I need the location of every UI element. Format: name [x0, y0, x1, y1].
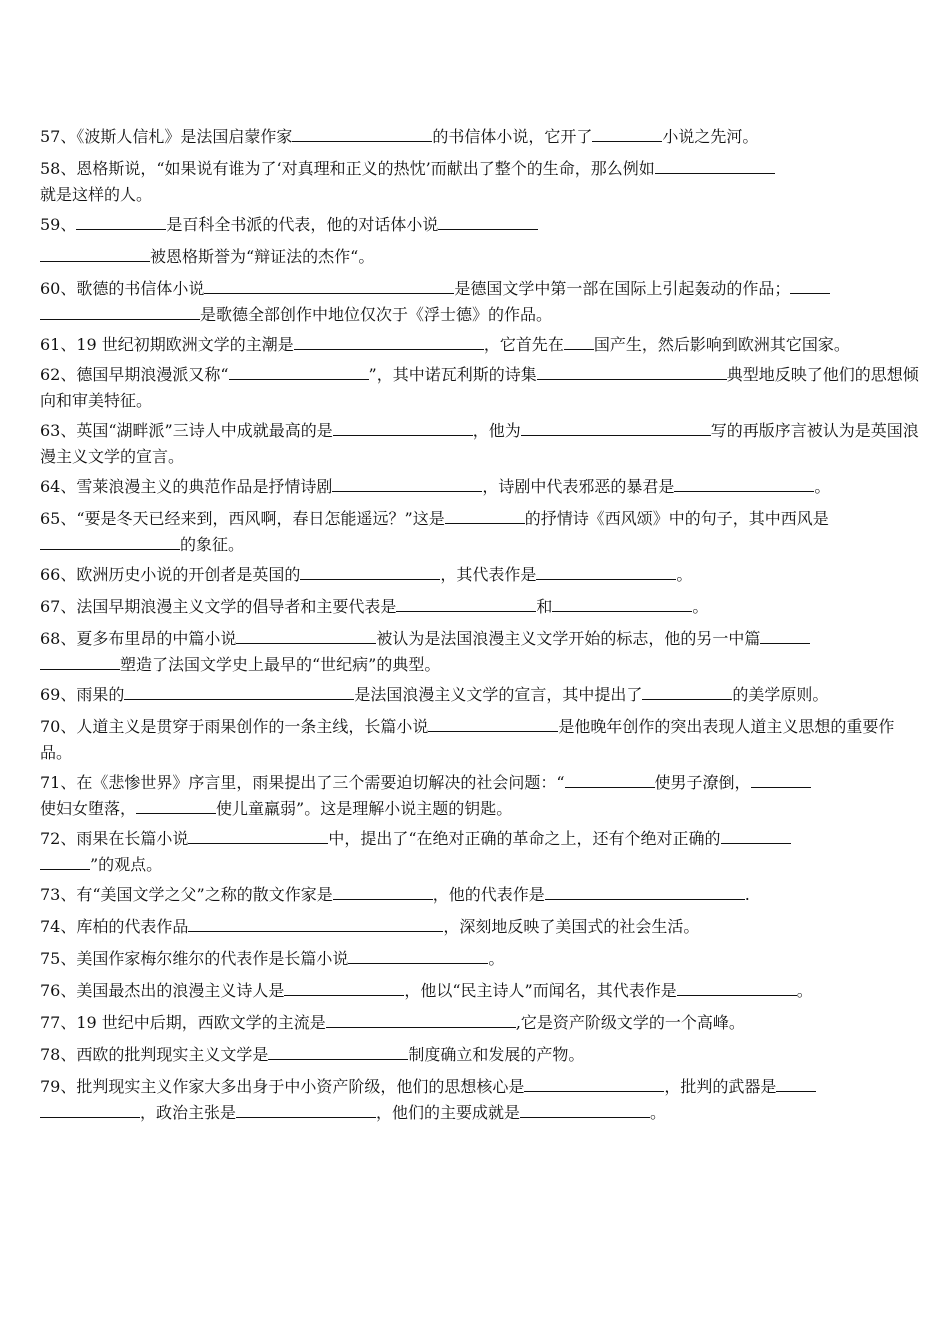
answer-blank[interactable]: [300, 562, 440, 580]
answer-blank[interactable]: [790, 276, 830, 294]
question-77: 77、19 世纪中后期，西欧文学的主流是 ,它是资产阶级文学的一个高峰。: [40, 1010, 920, 1036]
question-73: 73、有“美国文学之父”之称的散文作家是 ，他的代表作是 .: [40, 882, 920, 908]
answer-blank[interactable]: [721, 826, 791, 844]
question-59: 59、 是百科全书派的代表，他的对话体小说: [40, 212, 920, 238]
answer-blank[interactable]: [236, 626, 376, 644]
answer-blank[interactable]: [348, 946, 488, 964]
answer-blank[interactable]: [124, 682, 354, 700]
answer-blank[interactable]: [332, 474, 482, 492]
worksheet: [40, 124, 920, 1130]
answer-blank[interactable]: [565, 770, 655, 788]
answer-blank[interactable]: [521, 418, 711, 436]
answer-blank[interactable]: [229, 362, 369, 380]
question-65: 65、“要是冬天已经来到，西风啊，春日怎能遥远？”这是 的抒情诗《西风颂》中的句子，其中西风是的象征。: [40, 506, 920, 558]
question-60: 60、歌德的书信体小说 是德国文学中第一部在国际上引起轰动的作品； 是歌德全部创作中地位仅次于《浮士德》的作品。: [40, 276, 920, 328]
question-59-cont: 被恩格斯誉为“辩证法的杰作“。: [40, 244, 920, 270]
answer-blank[interactable]: [552, 594, 692, 612]
question-68: 68、夏多布里昂的中篇小说 被认为是法国浪漫主义文学开始的标志，他的另一中篇 塑造了法国文学史上最早的“世纪病”的典型。: [40, 626, 920, 678]
question-71: 71、在《悲惨世界》序言里，雨果提出了三个需要迫切解决的社会问题：“ 使男子潦倒， 使妇女堕落， 使儿童羸弱”。这是理解小说主题的钥匙。: [40, 770, 920, 822]
question-79: 79、批判现实主义作家大多出身于中小资产阶级，他们的思想核心是 ，批判的武器是 ，政治主张是 ，他们的主要成就是 。: [40, 1074, 920, 1126]
answer-blank[interactable]: [136, 796, 216, 814]
answer-blank[interactable]: [40, 532, 180, 550]
answer-blank[interactable]: [536, 562, 676, 580]
answer-blank[interactable]: [294, 332, 484, 350]
answer-blank[interactable]: [751, 770, 811, 788]
answer-blank[interactable]: [674, 474, 814, 492]
answer-blank[interactable]: [333, 418, 473, 436]
question-69: 69、雨果的 是法国浪漫主义文学的宣言，其中提出了 的美学原则。: [40, 682, 920, 708]
answer-blank[interactable]: [655, 156, 775, 174]
answer-blank[interactable]: [40, 244, 150, 262]
question-70: 70、人道主义是贯穿于雨果创作的一条主线，长篇小说 是他晚年创作的突出表现人道主义思想的重要作品。: [40, 714, 920, 766]
question-72: 72、雨果在长篇小说 中，提出了“在绝对正确的革命之上，还有个绝对正确的 ”的观点。: [40, 826, 920, 878]
question-57: 57、《波斯人信札》是法国启蒙作家 的书信体小说，它开了 小说之先河。: [40, 124, 920, 150]
answer-blank[interactable]: [592, 124, 662, 142]
question-67: 67、法国早期浪漫主义文学的倡导者和主要代表是 和 。: [40, 594, 920, 620]
question-74: 74、库柏的代表作品 ，深刻地反映了美国式的社会生活。: [40, 914, 920, 940]
answer-blank[interactable]: [284, 978, 404, 996]
question-63: 63、英国“湖畔派”三诗人中成就最高的是 ，他为 写的再版序言被认为是英国浪漫主义文学的宣言。: [40, 418, 920, 470]
answer-blank[interactable]: [268, 1042, 408, 1060]
answer-blank[interactable]: [428, 714, 558, 732]
question-76: 76、美国最杰出的浪漫主义诗人是 ，他以“民主诗人”而闻名，其代表作是 。: [40, 978, 920, 1004]
answer-blank[interactable]: [642, 682, 732, 700]
answer-blank[interactable]: [188, 914, 443, 932]
answer-blank[interactable]: [333, 882, 433, 900]
answer-blank[interactable]: [396, 594, 536, 612]
answer-blank[interactable]: [520, 1100, 650, 1118]
answer-blank[interactable]: [292, 124, 432, 142]
answer-blank[interactable]: [326, 1010, 516, 1028]
question-64: 64、雪莱浪漫主义的典范作品是抒情诗剧 ，诗剧中代表邪恶的暴君是 。: [40, 474, 920, 500]
answer-blank[interactable]: [545, 882, 745, 900]
answer-blank[interactable]: [445, 506, 525, 524]
answer-blank[interactable]: [188, 826, 328, 844]
question-66: 66、欧洲历史小说的开创者是英国的 ，其代表作是 。: [40, 562, 920, 588]
answer-blank[interactable]: [564, 332, 594, 350]
question-75: 75、美国作家梅尔维尔的代表作是长篇小说 。: [40, 946, 920, 972]
answer-blank[interactable]: [40, 852, 90, 870]
answer-blank[interactable]: [204, 276, 454, 294]
answer-blank[interactable]: [236, 1100, 376, 1118]
answer-blank[interactable]: [76, 212, 166, 230]
question-62: 62、德国早期浪漫派又称“ ”，其中诺瓦利斯的诗集 典型地反映了他们的思想倾向和审美特征。: [40, 362, 920, 414]
answer-blank[interactable]: [40, 302, 200, 320]
question-58: 58、恩格斯说，“如果说有谁为了‘对真理和正义的热忱’而献出了整个的生命，那么例如 就是这样的人。: [40, 156, 920, 208]
answer-blank[interactable]: [40, 1100, 140, 1118]
answer-blank[interactable]: [760, 626, 810, 644]
answer-blank[interactable]: [524, 1074, 664, 1092]
answer-blank[interactable]: [537, 362, 727, 380]
answer-blank[interactable]: [40, 652, 120, 670]
question-78: 78、西欧的批判现实主义文学是 制度确立和发展的产物。: [40, 1042, 920, 1068]
question-61: 61、19 世纪初期欧洲文学的主潮是 ，它首先在 国产生，然后影响到欧洲其它国家。: [40, 332, 920, 358]
answer-blank[interactable]: [677, 978, 797, 996]
answer-blank[interactable]: [438, 212, 538, 230]
answer-blank[interactable]: [776, 1074, 816, 1092]
